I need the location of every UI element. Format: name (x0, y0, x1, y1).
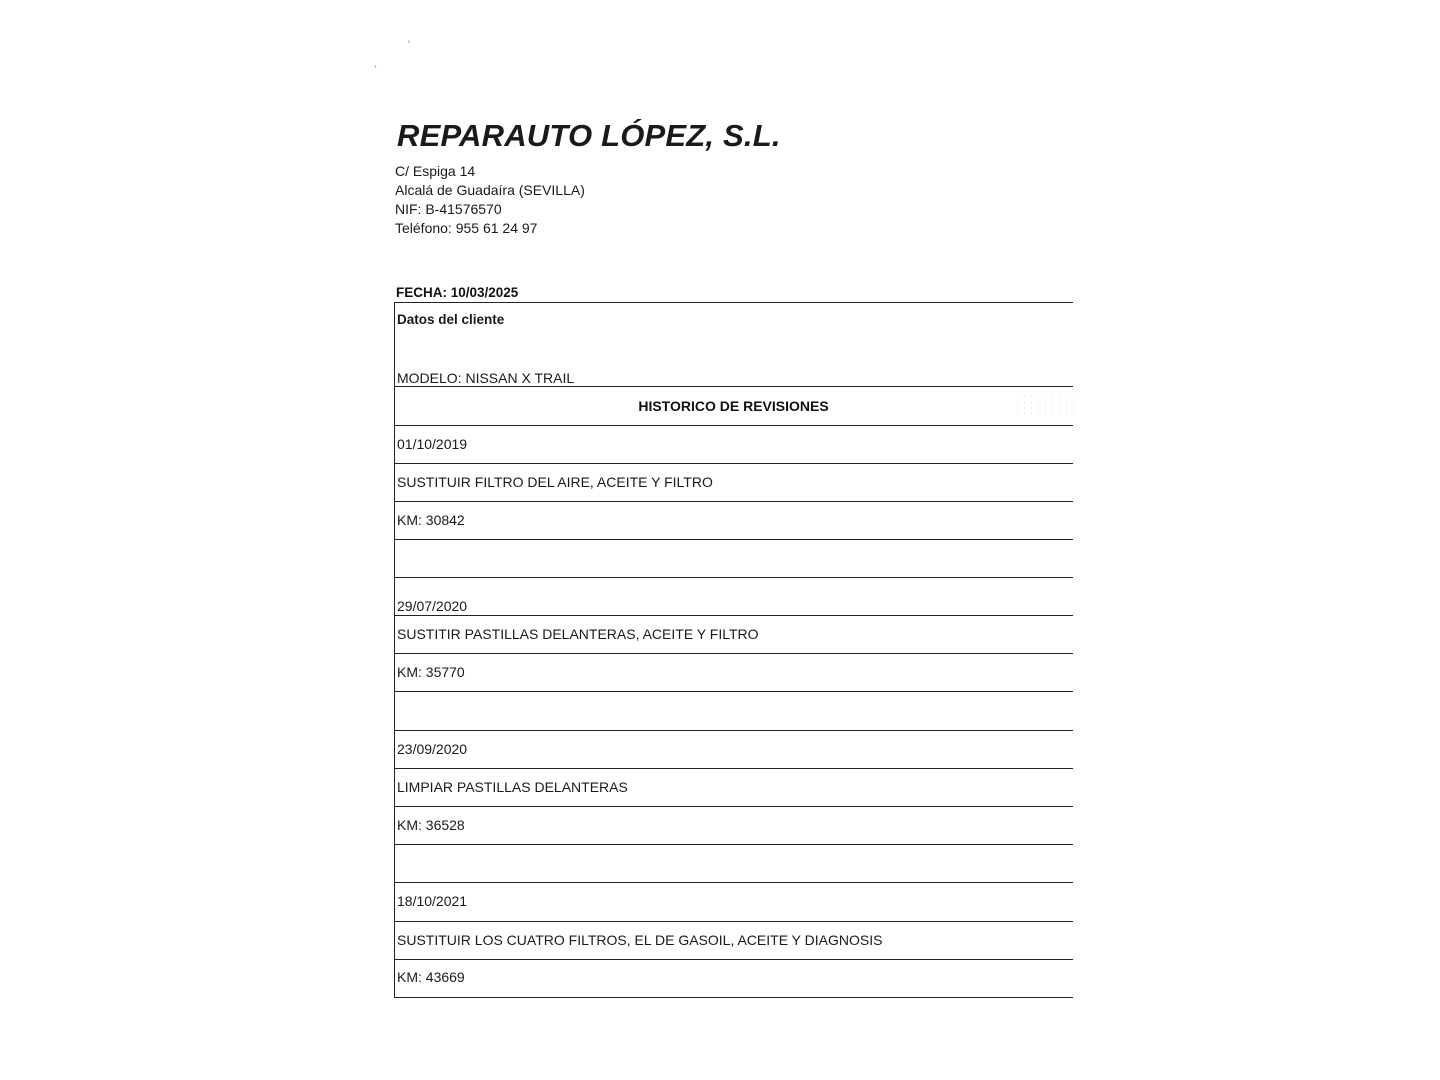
scan-noise (1014, 393, 1074, 417)
table-rule (394, 425, 1073, 426)
revision-km: KM: 43669 (397, 969, 465, 985)
revision-description: LIMPIAR PASTILLAS DELANTERAS (397, 779, 628, 795)
revision-date: 18/10/2021 (397, 893, 468, 909)
address-city: Alcalá de Guadaíra (SEVILLA) (395, 182, 585, 198)
client-data-header: Datos del cliente (397, 312, 505, 327)
table-rule (394, 501, 1073, 502)
scan-speck: ` (374, 65, 377, 75)
address-street: C/ Espiga 14 (395, 163, 476, 179)
revision-description: SUSTITIR PASTILLAS DELANTERAS, ACEITE Y FILTRO (397, 626, 759, 642)
revision-km: KM: 30842 (397, 512, 465, 528)
table-rule (394, 844, 1073, 845)
revision-date: 23/09/2020 (397, 741, 468, 757)
table-rule (394, 882, 1073, 883)
table-rule (394, 577, 1073, 578)
table-rule (394, 302, 1073, 303)
table-rule (394, 997, 1073, 998)
history-title: HISTORICO DE REVISIONES (638, 398, 829, 414)
table-rule (394, 615, 1073, 616)
revision-km: KM: 36528 (397, 817, 465, 833)
document-date: FECHA: 10/03/2025 (396, 285, 519, 300)
revision-description: SUSTITUIR FILTRO DEL AIRE, ACEITE Y FILTRO (397, 474, 713, 490)
company-name: REPARAUTO LÓPEZ, S.L. (397, 118, 781, 153)
revision-km: KM: 35770 (397, 664, 465, 680)
company-nif: NIF: B-41576570 (395, 201, 502, 217)
company-phone: Teléfono: 955 61 24 97 (395, 220, 538, 236)
table-rule (394, 921, 1073, 922)
table-rule (394, 539, 1073, 540)
table-rule (394, 653, 1073, 654)
table-rule (394, 463, 1073, 464)
table-rule (394, 730, 1073, 731)
table-rule (394, 386, 1073, 387)
table-rule (394, 959, 1073, 960)
table-rule (394, 691, 1073, 692)
vehicle-model: MODELO: NISSAN X TRAIL (397, 370, 575, 386)
revision-description: SUSTITUIR LOS CUATRO FILTROS, EL DE GASOIL, ACEITE Y DIAGNOSIS (397, 932, 883, 948)
revision-date: 29/07/2020 (397, 598, 468, 614)
table-rule (394, 806, 1073, 807)
scan-speck: ‘ (408, 39, 410, 49)
company-address-block (395, 162, 585, 238)
revision-date: 01/10/2019 (397, 436, 468, 452)
table-rule (394, 768, 1073, 769)
